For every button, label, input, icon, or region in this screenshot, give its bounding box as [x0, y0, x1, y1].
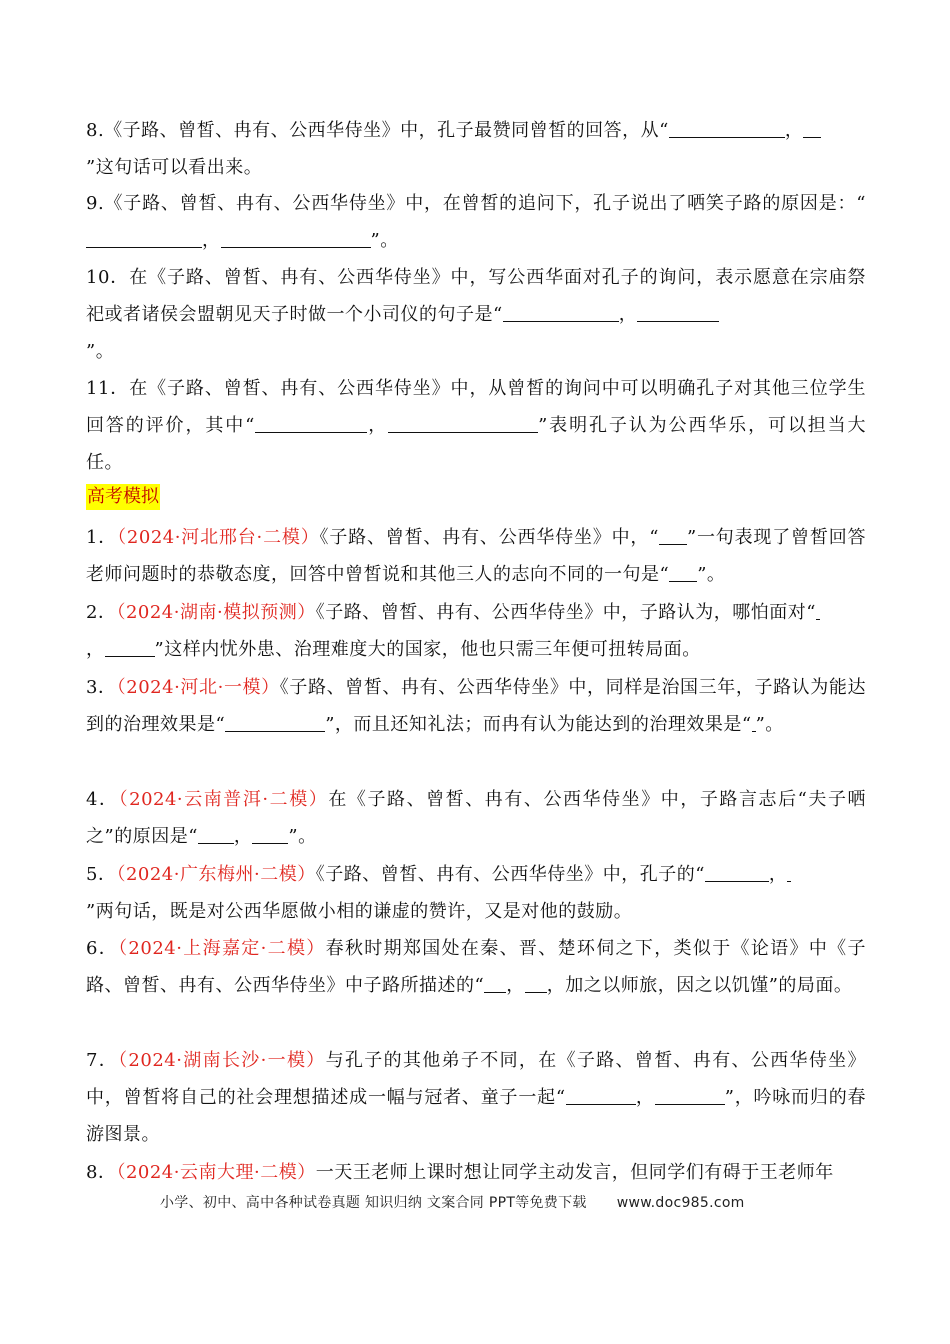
answer-blank[interactable]: [252, 823, 288, 844]
mock-question-5: [86, 856, 866, 930]
question-10: [86, 259, 866, 370]
question-number: 6．: [86, 938, 119, 959]
question-text: ，: [635, 1087, 655, 1108]
answer-blank[interactable]: [787, 861, 791, 882]
question-text: 春秋时期郑国处在秦、晋、楚环伺之下，类似于《论语》中《子路、曾皙、冉有、公西华侍坐》中子路所描述的“: [86, 938, 866, 996]
question-source: （2024·湖南·模拟预测）: [116, 602, 316, 623]
question-text: ”表明孔子认为公西华乐，可以担当大任。: [86, 415, 867, 473]
question-text: ”。: [755, 714, 784, 735]
answer-blank[interactable]: [255, 412, 367, 433]
page-footer: [160, 1192, 745, 1212]
mock-question-4: [86, 781, 866, 855]
mock-question-8: [86, 1154, 866, 1191]
question-text: 一天王老师上课时想让同学主动发言，但同学们有碍于王老师年: [315, 1162, 834, 1183]
question-text: ，加之以师旅，因之以饥馑”的局面。: [546, 975, 853, 996]
question-text: ，: [768, 864, 788, 885]
answer-blank[interactable]: [198, 823, 234, 844]
answer-blank[interactable]: [669, 561, 697, 582]
question-text: ”。: [370, 230, 399, 251]
question-text: ，: [784, 120, 804, 141]
answer-blank[interactable]: [816, 599, 820, 620]
question-text: ”一句表现了曾皙回答老师问题时的恭敬态度，回答中曾皙说和其他三人的志向不同的一句是“: [86, 527, 867, 585]
question-source: （2024·湖南长沙·一模）: [118, 1050, 326, 1071]
answer-blank[interactable]: [669, 117, 785, 138]
question-text: ”这句话可以看出来。: [86, 157, 263, 178]
mock-question-2: [86, 594, 866, 668]
question-text: ，: [86, 639, 105, 660]
question-9: [86, 185, 866, 259]
question-text: ，: [233, 826, 253, 847]
question-text: 在《子路、曾皙、冉有、公西华侍坐》中，从曾皙的询问中可以明确孔子对其他三位学生回答的评价，其中“: [86, 378, 867, 436]
question-text: ，: [202, 230, 221, 251]
footer-text: 小学、初中、高中各种试卷真题 知识归纳 文案合同 PPT等免费下载: [160, 1195, 587, 1211]
question-number: 7．: [86, 1050, 119, 1071]
question-text: ”，而且还知礼法；而冉有认为能达到的治理效果是“: [325, 714, 752, 735]
question-number: 2．: [86, 602, 117, 623]
question-8: [86, 112, 866, 186]
mock-question-1: [86, 519, 866, 593]
answer-blank[interactable]: [803, 117, 821, 138]
question-text: ”两句话，既是对公西华愿做小相的谦虚的赞许，又是对他的鼓励。: [86, 901, 633, 922]
answer-blank[interactable]: [566, 1084, 636, 1105]
question-text: 《子路、曾皙、冉有、公西华侍坐》中，孔子的“: [315, 864, 705, 885]
question-text: ，: [366, 415, 389, 436]
question-11: [86, 370, 866, 481]
question-number: 4．: [86, 789, 119, 810]
question-source: （2024·广东梅州·二模）: [116, 864, 316, 885]
question-text: ”。: [697, 564, 726, 585]
question-number: 8．: [86, 1162, 117, 1183]
answer-blank[interactable]: [225, 711, 325, 732]
question-number: 3．: [86, 677, 117, 698]
question-text: 《子路、曾皙、冉有、公西华侍坐》中，孔子最赞同曾皙的回答，从“: [104, 120, 669, 141]
question-text: 在《子路、曾皙、冉有、公西华侍坐》中，子路言志后“夫子哂之”的原因是“: [86, 789, 866, 847]
answer-blank[interactable]: [503, 301, 619, 322]
question-number: 11．: [86, 378, 130, 399]
question-text: 与孔子的其他弟子不同，在《子路、曾皙、冉有、公西华侍坐》中，曾皙将自己的社会理想描述成一幅与冠者、童子一起“: [86, 1050, 866, 1108]
answer-blank[interactable]: [484, 972, 506, 993]
answer-blank[interactable]: [105, 636, 155, 657]
question-number: 5．: [86, 864, 117, 885]
question-text: 《子路、曾皙、冉有、公西华侍坐》中，在曾皙的追问下，孔子说出了哂笑子路的原因是：“: [104, 193, 866, 214]
question-text: ”这样内忧外患、治理难度大的国家，他也只需三年便可扭转局面。: [154, 639, 701, 660]
section-title: 高考模拟: [86, 484, 160, 510]
question-text: 在《子路、曾皙、冉有、公西华侍坐》中，写公西华面对孔子的询问，表示愿意在宗庙祭祀或者诸侯会盟朝见天子时做一个小司仪的句子是“: [86, 267, 867, 325]
question-source: （2024·河北·一模）: [116, 677, 280, 698]
question-text: ，: [618, 304, 638, 325]
answer-blank[interactable]: [525, 972, 547, 993]
mock-question-7: [86, 1042, 866, 1153]
answer-blank[interactable]: [705, 861, 769, 882]
question-source: （2024·上海嘉定·二模）: [118, 938, 326, 959]
question-source: （2024·云南普洱·二模）: [118, 789, 329, 810]
question-text: 《子路、曾皙、冉有、公西华侍坐》中，子路认为，哪怕面对“: [315, 602, 816, 623]
question-number: 1．: [86, 527, 118, 548]
question-number: 8.: [86, 120, 105, 141]
question-source: （2024·云南大理·二模）: [116, 1162, 316, 1183]
answer-blank[interactable]: [637, 301, 719, 322]
question-number: 10．: [86, 267, 130, 288]
question-source: （2024·河北邢台·二模）: [117, 527, 320, 548]
answer-blank[interactable]: [388, 412, 538, 433]
mock-question-6: [86, 930, 866, 1004]
question-text: ，: [506, 975, 525, 996]
answer-blank[interactable]: [655, 1084, 725, 1105]
answer-blank[interactable]: [659, 524, 687, 545]
question-text: ”。: [86, 341, 115, 362]
answer-blank[interactable]: [221, 227, 371, 248]
footer-url[interactable]: www.doc985.com: [616, 1195, 745, 1211]
question-text: ”，吟咏而归的春游图景。: [86, 1087, 866, 1145]
question-text: 《子路、曾皙、冉有、公西华侍坐》中，“: [319, 527, 659, 548]
question-text: 《子路、曾皙、冉有、公西华侍坐》中，同样是治国三年，子路认为能达到的治理效果是“: [86, 677, 866, 735]
question-number: 9.: [86, 193, 105, 214]
answer-blank[interactable]: [86, 227, 202, 248]
mock-question-3: [86, 669, 866, 743]
question-text: ”。: [288, 826, 317, 847]
